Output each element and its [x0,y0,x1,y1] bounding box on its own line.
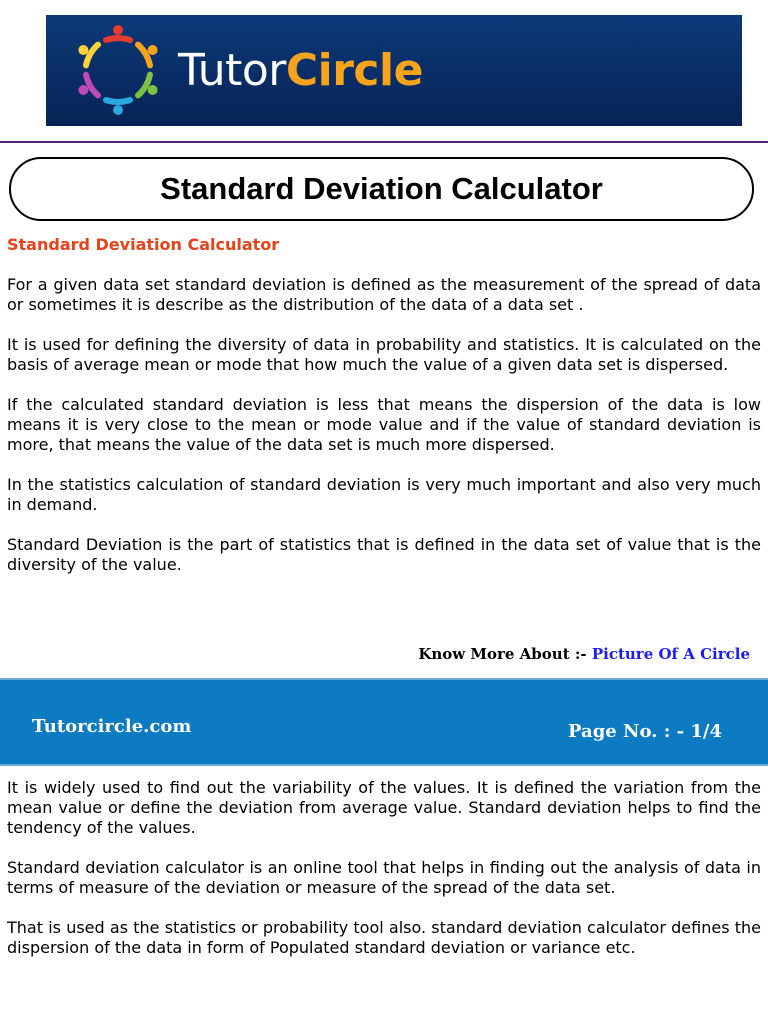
header-banner [46,15,742,126]
logo-figure-head [148,45,158,55]
logo-figure-arms [106,38,130,40]
paragraph: In the statistics calculation of standard deviation is very much important and also very much in demand. [7,475,761,514]
paragraph: For a given data set standard deviation is defined as the measurement of the spread of data or sometimes it is describe as the distribution of the data of a data set . [7,275,761,314]
footer-page-number: Page No. : - 1/4 [568,721,722,742]
paragraph: That is used as the statistics or probability tool also. standard deviation calculator defines the dispersion of the data in form of Populated standard deviation or variance etc. [7,918,761,957]
page-title: Standard Deviation Calculator [160,171,603,206]
title-frame [9,157,754,221]
paragraph: Standard deviation calculator is an online tool that helps in finding out the analysis of data in terms of measure of the deviation or measure of the spread of the data set. [7,858,761,897]
paragraph: It is used for defining the diversity of data in probability and statistics. It is calculated on the basis of average mean or mode that how much the value of a given data set is dispersed. [7,335,761,374]
know-more-line [418,644,750,664]
brand-word-circle: Circle [285,45,423,96]
logo-figure-head [113,25,123,35]
page-footer-bar [0,678,768,766]
footer-site-name: Tutorcircle.com [32,716,192,737]
header-divider [0,141,768,143]
logo-figure-head [148,85,158,95]
paragraph: Standard Deviation is the part of statistics that is defined in the data set of value that is the diversity of the value. [7,535,761,574]
body-section-top [7,275,761,595]
tutorcircle-logo-icon [68,25,168,115]
logo-figure-head [113,105,123,115]
body-section-bottom [7,778,761,992]
paragraph: It is widely used to find out the variability of the values. It is defined the variation from the mean value or define the deviation from average value. Standard deviation helps to find the tendency of the values. [7,778,761,837]
brand-word-tutor: Tutor [178,45,286,96]
know-more-label: Know More About :- [418,645,592,663]
truncated-next-paragraph [7,978,761,992]
paragraph: If the calculated standard deviation is less that means the dispersion of the data is low means it is very close to the mean or mode value and if the value of standard deviation is more, that means the value of the data set is much more dispersed. [7,395,761,454]
section-subheading: Standard Deviation Calculator [7,235,280,254]
logo-figure-head [78,85,88,95]
know-more-link[interactable]: Picture Of A Circle [591,645,750,663]
logo-figure-arms [106,100,130,102]
logo-figure-head [78,45,88,55]
brand-name [178,41,423,101]
